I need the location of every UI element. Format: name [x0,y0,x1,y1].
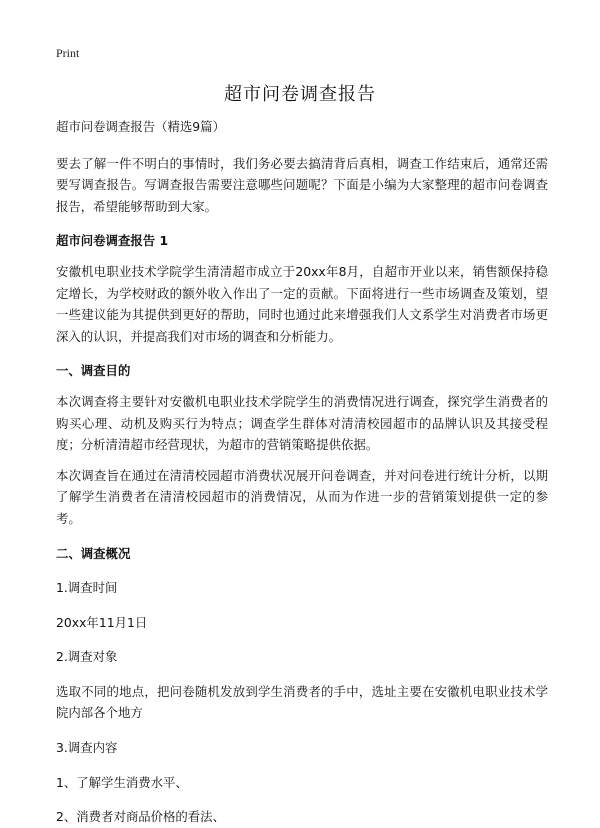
survey-content-point-2: 2、消费者对商品价格的看法、 [56,809,225,825]
intro-paragraph: 要去了解一件不明白的事情时，我们务必要去搞清背后真相，调查工作结束后，通常还需要写调查报告。写调查报告需要注意哪些问题呢？下面是小编为大家整理的超市问卷调查报告，希望能够帮助到大家。 [56,155,548,214]
purpose-paragraph-2: 本次调查旨在通过在清清校园超市消费状况展开问卷调查，并对问卷进行统计分析，以期了解学生消费者在清清校园超市的消费情况，从而为作进一步的营销策划提供一定的参考。 [56,467,548,526]
survey-content-point-1: 1、了解学生消费水平、 [56,774,188,790]
report-heading: 超市问卷调查报告 1 [56,233,169,249]
page-title: 超市问卷调查报告 [224,84,376,105]
document-subtitle: 超市问卷调查报告（精选9篇） [56,119,225,134]
survey-target-value: 选取不同的地点，把问卷随机发放到学生消费者的手中，选址主要在安徽机电职业技术学院内部各个地方 [56,683,548,721]
survey-time-value: 20xx年11月1日 [56,614,148,630]
survey-time-label: 1.调查时间 [56,580,118,596]
purpose-paragraph-1: 本次调查将主要针对安徽机电职业技术学院学生的消费情况进行调查，探究学生消费者的购买心理、动机及购买行为特点；调查学生群体对清清校园超市的品牌认识及其接受程度；分析清清超市经营现状，为超市的营销策略提供依据。 [56,393,548,453]
survey-target-label: 2.调查对象 [56,649,118,665]
report-intro-paragraph: 安徽机电职业技术学院学生清清超市成立于20xx年8月，自超市开业以来，销售额保持稳定增长，为学校财政的额外收入作出了一定的贡献。下面将进行一些市场调查及策划，望一些建议能为其提供到更好的帮助，同时也通过此来增强我们人文系学生对消费者市场更深入的认识，并提高我们对市场的调查和分析能力。 [56,263,548,344]
section-heading-overview: 二、调查概况 [56,545,131,561]
survey-content-label: 3.调查内容 [56,740,118,756]
document-body [56,116,548,828]
print-link[interactable]: Print [56,46,80,60]
section-heading-purpose: 一、调查目的 [56,363,131,379]
